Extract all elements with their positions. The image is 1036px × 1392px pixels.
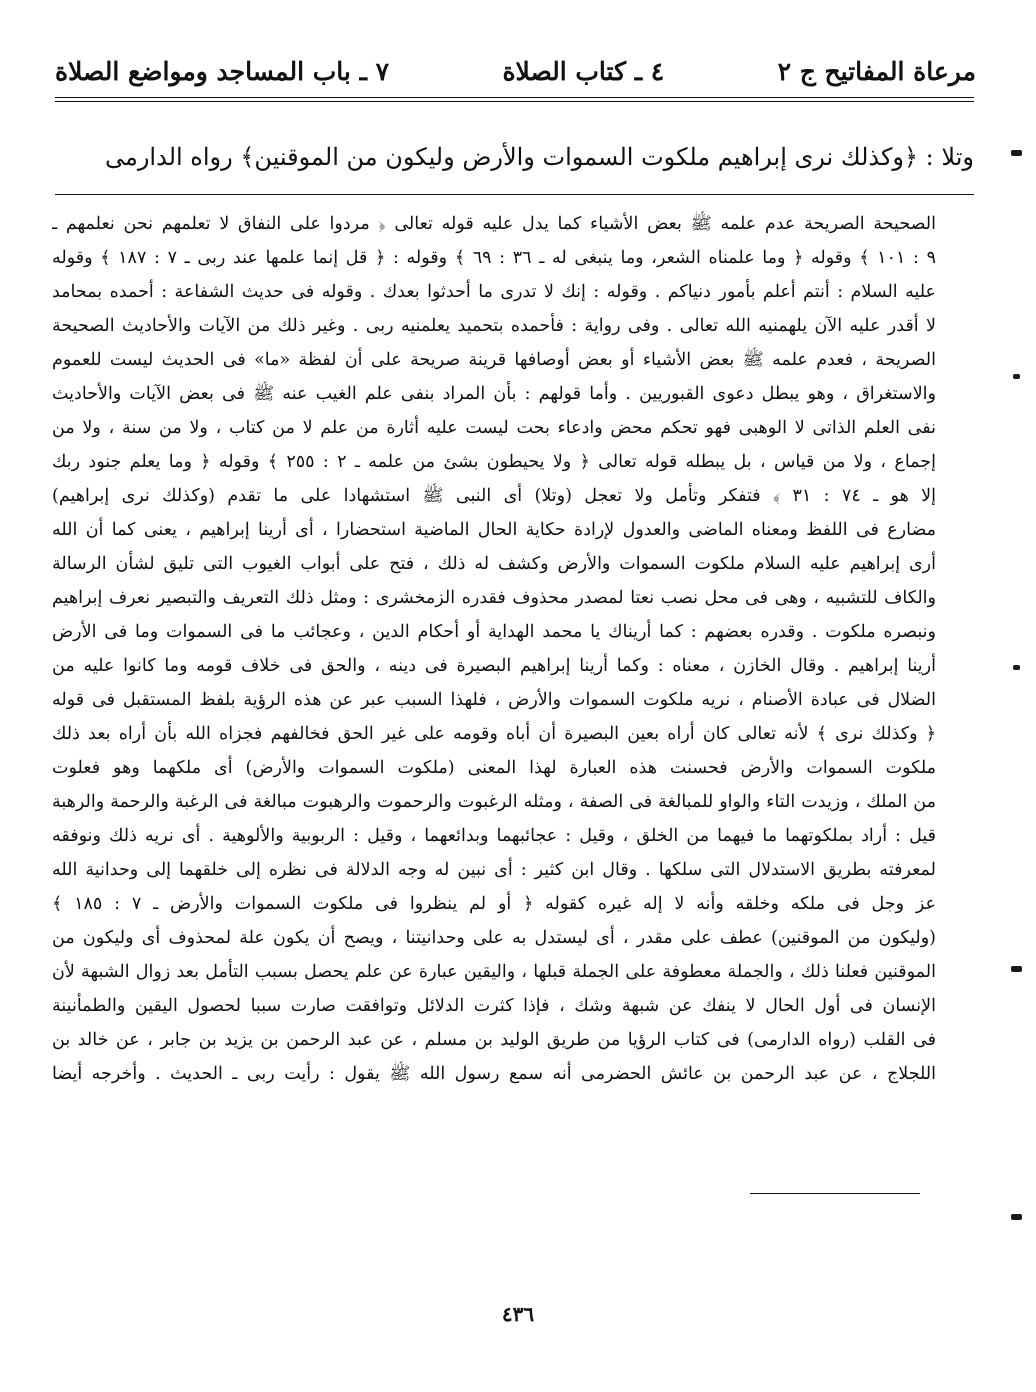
margin-mark — [1011, 966, 1022, 972]
header-rule-bottom — [55, 101, 974, 102]
margin-mark — [1013, 374, 1020, 379]
running-header — [55, 48, 976, 94]
commentary-line: عليه السلام : أنتم أعلم بأمور دنياكم . وقوله : إنك لا تدرى ما أحدثوا بعدك . وقوله فى حديث الشفاعة : أحمده بمحامد — [52, 282, 936, 302]
hadith-text: وتلا : ﴿وكذلك نرى إبراهيم ملكوت السموات والأرض وليكون من الموقنين﴾ رواه الدارمى — [104, 143, 974, 171]
commentary-line: الضلال فى عبادة الأصنام ، نريه ملكوت السموات والأرض ، فلهذا السبب عبر عن هذه الرؤية بلفظ المستقبل فى قوله — [52, 690, 936, 710]
commentary-line: من الملك ، وزيدت التاء والواو للمبالغة فى الصفة ، ومثله الرغبوت والرحموت والرهبوت مبالغة فى الرغبة والرحمة والرهبة — [52, 792, 936, 812]
margin-mark — [1011, 150, 1022, 156]
commentary-body — [52, 207, 936, 1091]
commentary-line: أرى إبراهيم عليه السلام ملكوت السموات والأرض وكشف له ذلك ، فتح على أبواب الغيوب التى تليق لشأن الرسالة — [52, 554, 936, 574]
header-book-section: ٤ ـ كتاب الصلاة — [502, 56, 665, 86]
commentary-line: الإنسان فى أول الحال لا ينفك عن شبهة وشك ، فإذا كثرت الدلائل وتوافقت صارت سببا لحصول اليقين والطمأنينة — [52, 996, 936, 1016]
commentary-line: عز وجل فى ملكه وخلقه وأنه لا إله غيره كقوله ﴿ أو لم ينظروا فى ملكوت السموات والأرض ـ ٧ : ١٨٥ ﴾ — [52, 894, 936, 914]
commentary-line: والاستغراق ، وهو يبطل دعوى القبوريين . وأما قولهم : بأن المراد بنفى علم الغيب عنه ﷺ فى بعض الآيات والأحاديث — [52, 384, 936, 404]
header-rule-top — [55, 97, 974, 98]
commentary-line: إجماع ، ولا من قياس ، بل يبطله قوله تعالى ﴿ ولا يحيطون بشئ من علمه ـ ٢ : ٢٥٥ ﴾ وقوله ﴿ وما يعلم جنود ربك — [52, 452, 936, 472]
commentary-line: قيل : أراد بملكوتهما ما فيهما من الخلق ، وقيل : عجائبهما وبدائعهما ، وقيل : الربوبية والألوهية . أى نريه ذلك ونوفقه — [52, 826, 936, 846]
commentary-line: لمعرفته بطريق الاستدلال التى سلكها . وقال ابن كثير : أى نبين له وجه الدلالة فى نظره إلى خلقهما إلى وحدانية الله — [52, 860, 936, 880]
margin-mark — [1013, 665, 1020, 670]
commentary-line: نفى العلم الذاتى لا الوهبى فهو تحكم محض وادعاء بحت ليست عليه أثارة من علم لا من كتاب ، ولا من سنة ، ولا من — [52, 418, 936, 438]
header-chapter: ٧ ـ باب المساجد ومواضع الصلاة — [55, 56, 390, 86]
commentary-line: الموقنين فعلنا ذلك ، والجملة معطوفة على الجملة قبلها ، واليقين عبارة عن علم يحصل بسبب التأمل بعد زوال الشبهة لأن — [52, 962, 936, 982]
commentary-line: مضارع فى اللفظ ومعناه الماضى والعدول لإرادة حكاية الحال الماضية استحضارا ، أى أرينا إبراهيم ، يعنى كما أن الله — [52, 520, 936, 540]
section-divider — [55, 194, 974, 195]
commentary-line: ونبصره ملكوت . وقدره بعضهم : كما أريناك يا محمد الهداية أو أحكام الدين ، وعجائب ما فى السموات وما فى الأرض — [52, 622, 936, 642]
commentary-line: ملكوت السموات والأرض فحسنت هذه العبارة لهذا المعنى (ملكوت السموات والأرض) أى ملكهما وهو فعلوت — [52, 758, 936, 778]
footnote-separator — [750, 1193, 920, 1194]
commentary-line: (وليكون من الموقنين) عطف على مقدر ، أى ليستدل به على وحدانيتنا ، ويصح أن يكون علة لمحذوف أى وليكون من — [52, 928, 936, 948]
margin-mark — [1011, 1214, 1022, 1220]
commentary-line: فى القلب (رواه الدارمى) فى كتاب الرؤيا من طريق الوليد بن مسلم ، عن عبد الرحمن بن يزيد بن جابر ، عن خالد بن — [52, 1030, 936, 1050]
commentary-line: اللجلاج ، عن عبد الرحمن بن عائش الحضرمى أنه سمع رسول الله ﷺ يقول : رأيت ربى ـ الحديث . وأخرجه أيضا — [52, 1064, 936, 1084]
commentary-line: إلا هو ـ ٧٤ : ٣١ ﴾ فتفكر وتأمل ولا تعجل (وتلا) أى النبى ﷺ استشهادا على ما تقدم (وكذلك نرى إبراهيم) — [52, 486, 936, 506]
header-book-title: مرعاة المفاتيح ج ٢ — [777, 56, 976, 86]
commentary-line: الصحيحة الصريحة عدم علمه ﷺ بعض الأشياء كما يدل عليه قوله تعالى ﴿ مردوا على النفاق لا تعلمهم نحن نعلمهم ـ — [52, 214, 936, 234]
commentary-line: أرينا إبراهيم . وقال الخازن ، معناه : وكما أرينا إبراهيم البصيرة فى دينه ، والحق فى خلاف قومه وما كانوا عليه من — [52, 656, 936, 676]
commentary-line: ٩ : ١٠١ ﴾ وقوله ﴿ وما علمناه الشعر، وما ينبغى له ـ ٣٦ : ٦٩ ﴾ وقوله : ﴿ قل إنما علمها عند ربى ـ ٧ : ١٨٧ ﴾ وقوله — [52, 248, 936, 268]
commentary-line: والكاف للتشبيه ، وهى فى محل نصب نعتا لمصدر محذوف فقدره الزمخشرى : ومثل ذلك التعريف والتبصير نعرف إبراهيم — [52, 588, 936, 608]
commentary-line: ﴿ وكذلك نرى ﴾ لأنه تعالى كان أراه بعين البصيرة أن أباه وقومه على غير الحق فخالفهم فجزاه الله بأن أراه بعد ذلك — [52, 724, 936, 744]
page-number: ٤٣٦ — [501, 1302, 535, 1326]
commentary-line: لا أقدر عليه الآن يلهمنيه الله تعالى . وفى رواية : فأحمده بتحميد يعلمنيه ربى . وغير ذلك من الآيات والأحاديث الصحيحة — [52, 316, 936, 336]
commentary-line: الصريحة ، فعدم علمه ﷺ بعض الأشياء أو بعض أوصافها قرينة صريحة على أن لفظة «ما» فى الحديث ليست للعموم — [52, 350, 936, 370]
